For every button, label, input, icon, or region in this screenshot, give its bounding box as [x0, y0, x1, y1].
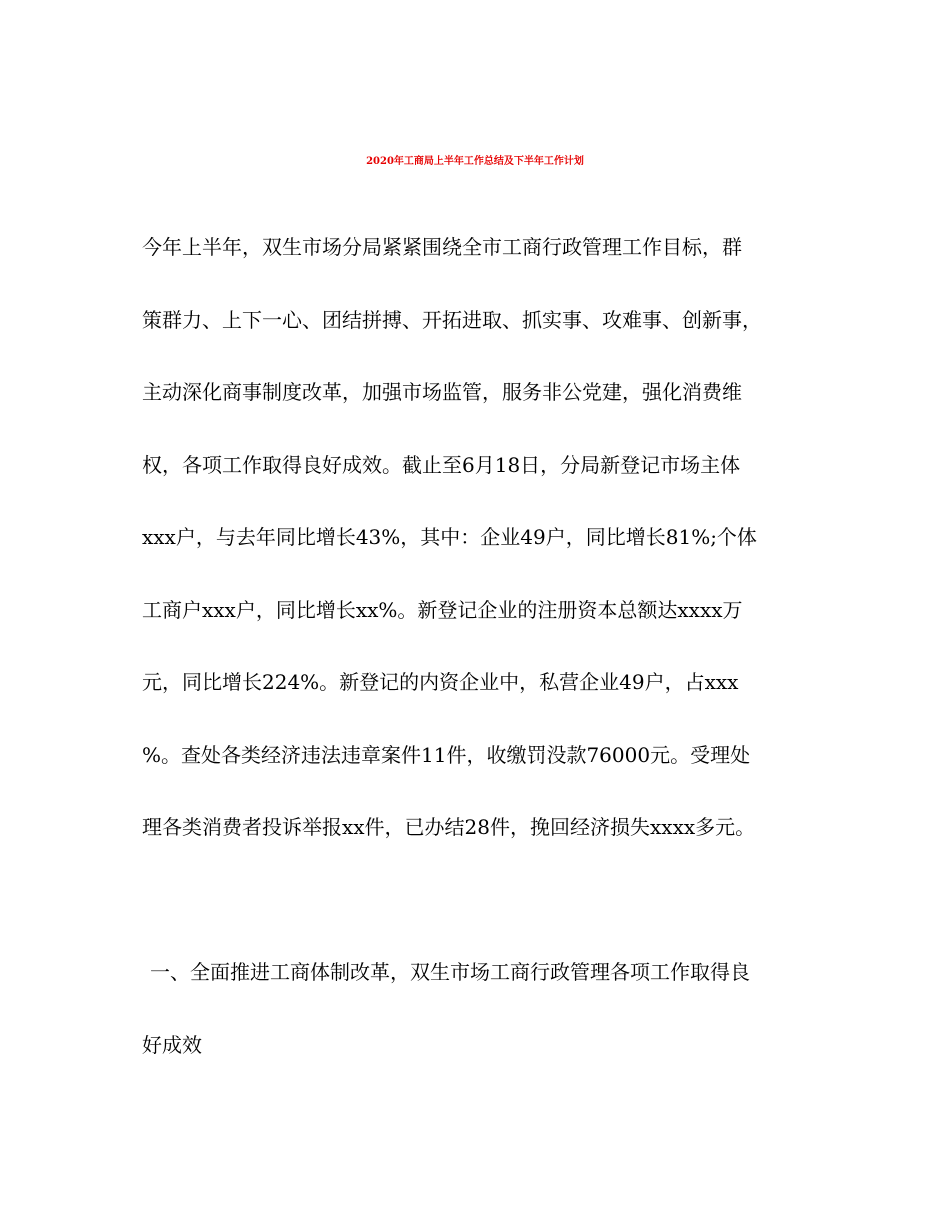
- paragraph-line: 今年上半年，双生市场分局紧紧围绕全市工商行政管理工作目标，群: [142, 235, 742, 259]
- section-heading-line: 好成效: [142, 1033, 202, 1057]
- paragraph-line: 元，同比增长224%。新登记的内资企业中，私营企业49户，占xxx: [142, 670, 739, 694]
- paragraph-line: xxx户，与去年同比增长43%，其中：企业49户，同比增长81%;个体: [142, 525, 757, 549]
- paragraph-line: %。查处各类经济违法违章案件11件，收缴罚没款76000元。受理处: [142, 743, 751, 767]
- section-heading-line: 一、全面推进工商体制改革，双生市场工商行政管理各项工作取得良: [150, 960, 750, 984]
- paragraph-line: 策群力、上下一心、团结拼搏、开拓进取、抓实事、攻难事、创新事，: [142, 308, 762, 332]
- paragraph-line: 主动深化商事制度改革，加强市场监管，服务非公党建，强化消费维: [142, 380, 742, 404]
- paragraph-line: 权，各项工作取得良好成效。截止至6月18日，分局新登记市场主体: [142, 453, 741, 477]
- paragraph-line: 工商户xxx户，同比增长xx%。新登记企业的注册资本总额达xxxx万: [142, 598, 743, 622]
- document-title: 2020年工商局上半年工作总结及下半年工作计划: [366, 156, 584, 167]
- paragraph-line: 理各类消费者投诉举报xx件，已办结28件，挽回经济损失xxxx多元。: [142, 815, 756, 839]
